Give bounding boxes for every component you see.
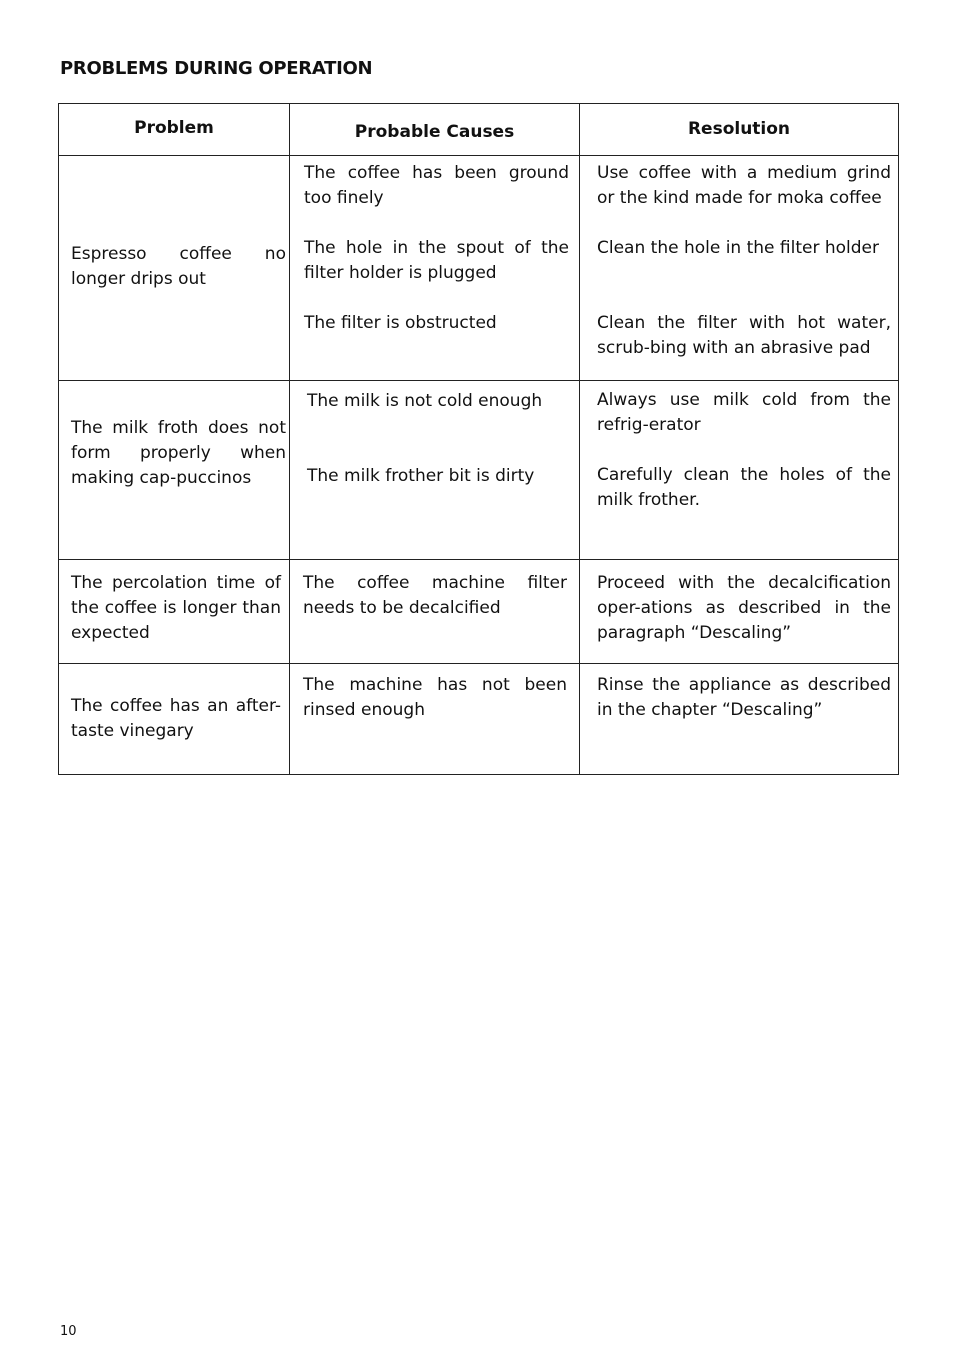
header-probable-causes (290, 104, 580, 156)
resolution-text: Clean the hole in the filter holder (597, 238, 880, 258)
problem-cell (59, 156, 290, 381)
resolution-text: Proceed with the decalcification oper-ations as described in the paragraph “Descaling” (597, 573, 891, 643)
problem-cell (59, 560, 290, 664)
table-row (59, 560, 899, 664)
problem-text: The coffee has an after-taste vinegary (71, 696, 281, 741)
resolution-text: Use coffee with a medium grind or the kind made for moka coffee (597, 163, 891, 208)
troubleshooting-table (58, 103, 899, 775)
resolution-cell (580, 156, 899, 381)
causes-cell (290, 560, 580, 664)
header-causes-label: Probable Causes (354, 122, 515, 142)
causes-cell (290, 381, 580, 560)
resolution-cell (580, 560, 899, 664)
problem-cell (59, 381, 290, 560)
page-title: PROBLEMS DURING OPERATION (60, 58, 373, 79)
resolution-cell (580, 664, 899, 775)
resolution-cell (580, 381, 899, 560)
problem-cell (59, 664, 290, 775)
resolution-text: Always use milk cold from the refrig-erator (597, 390, 891, 435)
problem-text: The percolation time of the coffee is longer than expected (71, 573, 281, 643)
problem-text: The milk froth does not form properly when making cap-puccinos (71, 418, 286, 488)
cause-text: The hole in the spout of the filter holder is plugged (304, 238, 569, 283)
resolution-text: Clean the filter with hot water, scrub-bing with an abrasive pad (597, 313, 891, 358)
header-resolution-label: Resolution (687, 119, 791, 139)
table-row (59, 664, 899, 775)
header-problem-label: Problem (134, 118, 214, 138)
cause-text: The milk frother bit is dirty (307, 466, 535, 486)
cause-text: The milk is not cold enough (307, 391, 543, 411)
cause-text: The machine has not been rinsed enough (303, 675, 567, 720)
table-header-row (59, 104, 899, 156)
table-row (59, 381, 899, 560)
page-number: 10 (60, 1324, 77, 1339)
causes-cell (290, 156, 580, 381)
cause-text: The coffee has been ground too finely (304, 163, 569, 208)
problem-text: Espresso coffee no longer drips out (71, 244, 286, 289)
header-resolution (580, 104, 899, 156)
resolution-text: Carefully clean the holes of the milk frother. (597, 465, 891, 510)
cause-text: The coffee machine filter needs to be decalcified (303, 573, 567, 618)
cause-text: The filter is obstructed (304, 313, 497, 333)
header-problem (59, 104, 290, 156)
table-row (59, 156, 899, 381)
causes-cell (290, 664, 580, 775)
resolution-text: Rinse the appliance as described in the chapter “Descaling” (597, 675, 891, 720)
